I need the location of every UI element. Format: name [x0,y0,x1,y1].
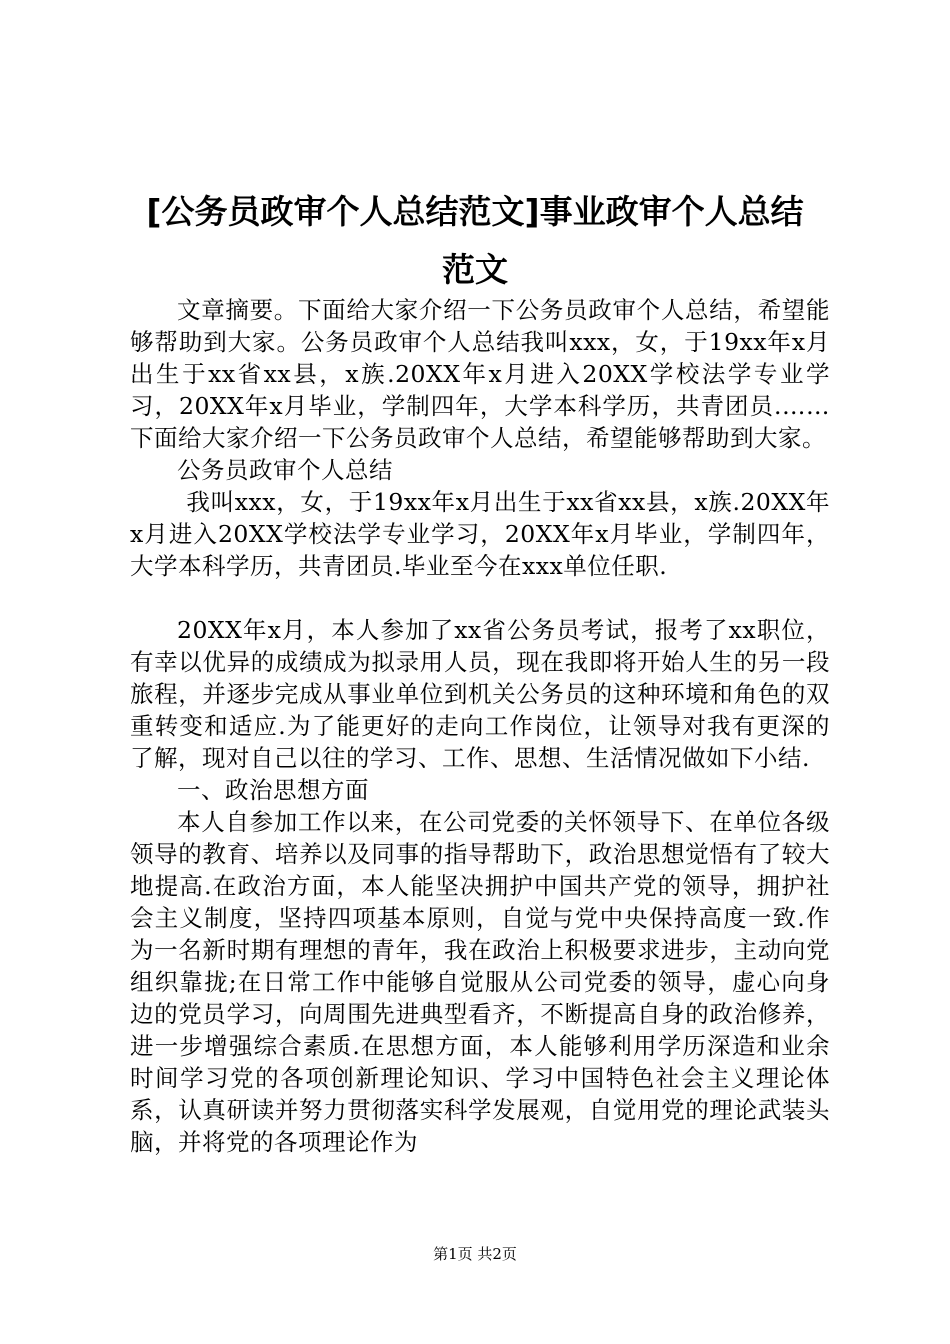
paragraph-summary: 文章摘要。下面给大家介绍一下公务员政审个人总结，希望能够帮助到大家。公务员政审个人总结我叫xxx，女，于19xx年x月出生于xx省xx县，x族.20XX年x月进入20XX学校法学专业学习，20XX年x月毕业，学制四年，大学本科学历，共青团员.……下面给大家介绍一下公务员政审个人总结，希望能够帮助到大家。 [130,296,830,452]
document-title-line-1: [公务员政审个人总结范文]事业政审个人总结 [146,192,804,231]
paragraph-exam: 20XX年x月，本人参加了xx省公务员考试，报考了xx职位，有幸以优异的成绩成为拟录用人员，现在我即将开始人生的另一段旅程，并逐步完成从事业单位到机关公务员的这种环境和角色的双重转变和适应.为了能更好的走向工作岗位，让领导对我有更深的了解，现对自己以往的学习、工作、思想、生活情况做如下小结. [130,616,830,772]
paragraph-intro: 我叫xxx，女，于19xx年x月出生于xx省xx县，x族.20XX年x月进入20XX学校法学专业学习，20XX年x月毕业，学制四年，大学本科学历，共青团员.毕业至今在xxx单位任职. [130,488,830,580]
section-heading-political: 一、政治思想方面 [177,776,369,804]
document-title-line-2: 范文 [442,250,508,289]
paragraph-subtitle: 公务员政审个人总结 [177,456,393,484]
page-footer: 第1页 共2页 [433,1245,517,1263]
paragraph-political: 本人自参加工作以来，在公司党委的关怀领导下、在单位各级领导的教育、培养以及同事的指导帮助下，政治思想觉悟有了较大地提高.在政治方面，本人能坚决拥护中国共产党的领导，拥护社会主义制度，坚持四项基本原则，自觉与党中央保持高度一致.作为一名新时期有理想的青年，我在政治上积极要求进步，主动向党组织靠拢;在日常工作中能够自觉服从公司党委的领导，虚心向身边的党员学习，向周围先进典型看齐，不断提高自身的政治修养，进一步增强综合素质.在思想方面，本人能够利用学历深造和业余时间学习党的各项创新理论知识、学习中国特色社会主义理论体系，认真研读并努力贯彻落实科学发展观，自觉用党的理论武装头脑，并将党的各项理论作为 [130,808,830,1156]
document-body [130,294,830,1158]
